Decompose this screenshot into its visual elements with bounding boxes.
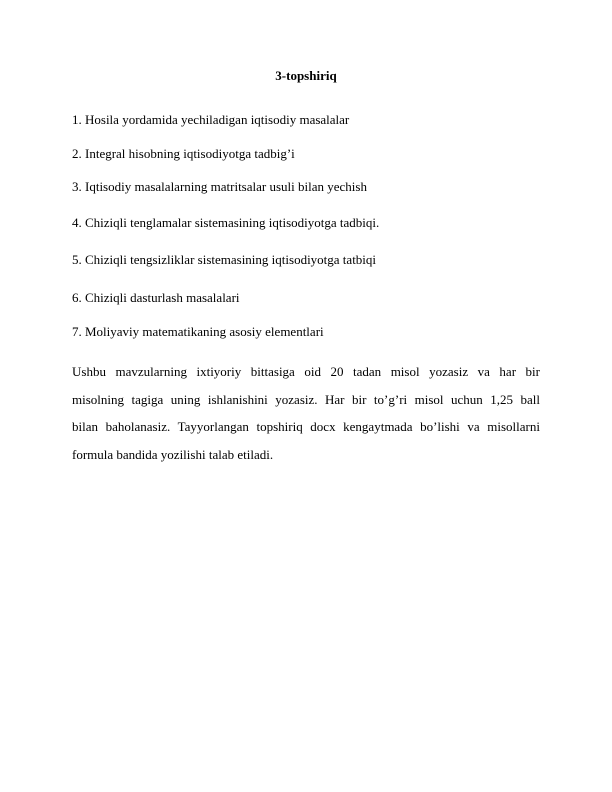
list-item-6: 6. Chiziqli dasturlash masalalari [72,290,240,305]
list-item-7: 7. Moliyaviy matematikaning asosiy elementlari [72,324,324,339]
paragraph-line: bilan baholanasiz. Tayyorlangan topshiriq docx kengaytmada bo’lishi va misollarni [72,419,540,435]
list-item-3: 3. Iqtisodiy masalalarning matritsalar usuli bilan yechish [72,179,367,194]
page-title: 3-topshiriq [275,68,337,83]
list-item-1: 1. Hosila yordamida yechiladigan iqtisodiy masalalar [72,112,350,127]
list-item-4: 4. Chiziqli tenglamalar sistemasining iqtisodiyotga tadbiqi. [72,215,380,230]
list-item-5: 5. Chiziqli tengsizliklar sistemasining iqtisodiyotga tatbiqi [72,252,377,267]
paragraph-line: formula bandida yozilishi talab etiladi. [72,446,274,462]
instructions-paragraph [72,358,540,468]
paragraph-line: Ushbu mavzularning ixtiyoriy bittasiga oid 20 tadan misol yozasiz va har bir [72,364,540,379]
list-item-2: 2. Integral hisobning iqtisodiyotga tadbig’i [72,146,295,161]
paragraph-line: misolning tagiga uning ishlanishini yozasiz. Har bir to’g’ri misol uchun 1,25 ball [72,391,540,407]
